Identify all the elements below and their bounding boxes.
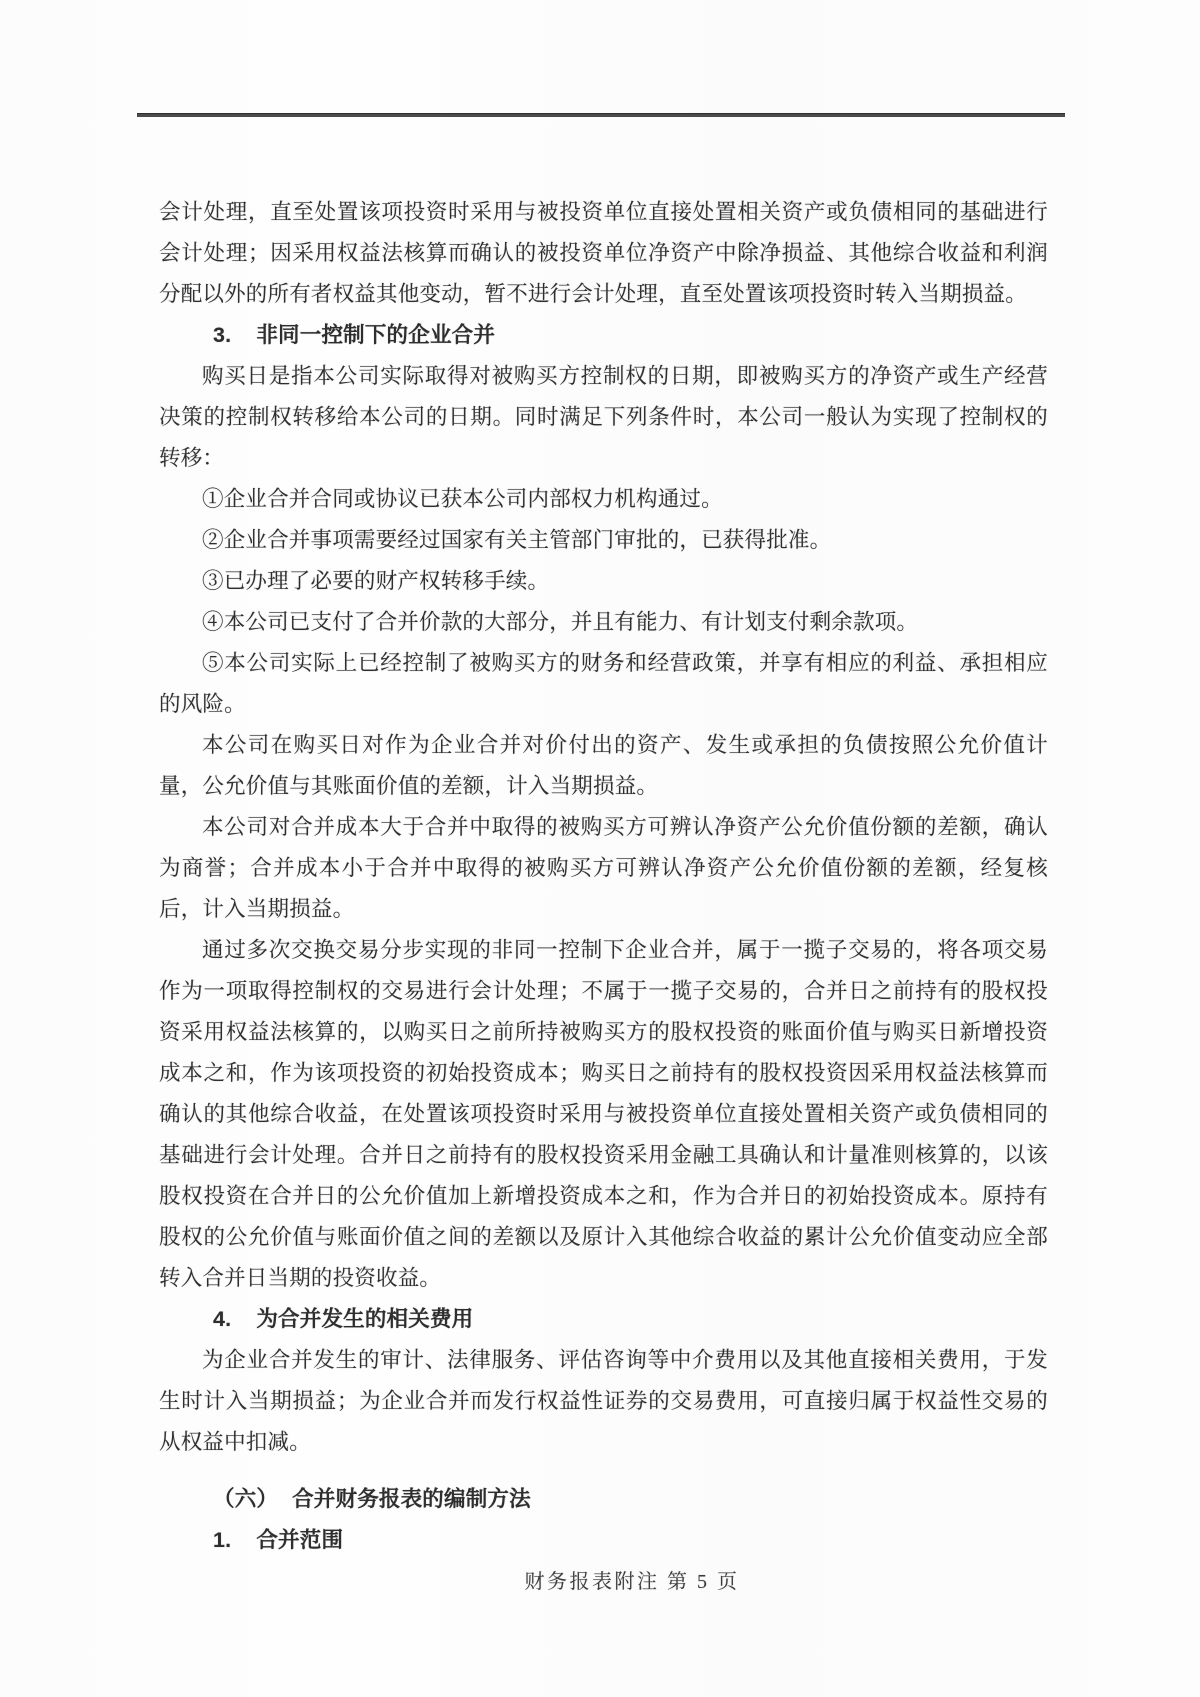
heading-noncommon-control-merger [159,315,1048,356]
paragraph-intermediary-fees: 为企业合并发生的审计、法律服务、评估咨询等中介费用以及其他直接相关费用，于发生时计入当期损益；为企业合并而发行权益性证券的交易费用，可直接归属于权益性交易的从权益中扣减。 [159,1348,1048,1454]
list-item-2: ②企业合并事项需要经过国家有关主管部门审批的，已获得批准。 [202,528,832,552]
header-rule [137,113,1065,117]
paragraph-goodwill: 本公司对合并成本大于合并中取得的被购买方可辨认净资产公允价值份额的差额，确认为商誉；合并成本小于合并中取得的被购买方可辨认净资产公允价值份额的差额，经复核后，计入当期损益。 [159,815,1048,921]
heading-number: 4. [213,1307,232,1331]
list-item-4: ④本公司已支付了合并价款的大部分，并且有能力、有计划支付剩余款项。 [202,610,919,634]
heading-number: 1. [213,1528,232,1552]
document-body [159,192,1048,1561]
paragraph-purchase-date: 购买日是指本公司实际取得对被购买方控制权的日期，即被购买方的净资产或生产经营决策的控制权转移给本公司的日期。同时满足下列条件时，本公司一般认为实现了控制权的转移： [159,364,1048,470]
heading-consolidation-scope [159,1520,1048,1561]
list-item-1: ①企业合并合同或协议已获本公司内部权力机构通过。 [202,487,723,511]
heading-number: 3. [213,323,232,347]
paragraph-step-acquisition: 通过多次交换交易分步实现的非同一控制下企业合并，属于一揽子交易的，将各项交易作为一项取得控制权的交易进行会计处理；不属于一揽子交易的，合并日之前持有的股权投资采用权益法核算的，以购买日之前所持被购买方的股权投资的账面价值与购买日新增投资成本之和，作为该项投资的初始投资成本；购买日之前持有的股权投资因采用权益法核算而确认的其他综合收益，在处置该项投资时采用与被投资单位直接处置相关资产或负债相同的基础进行会计处理。合并日之前持有的股权投资采用金融工具确认和计量准则核算的，以该股权投资在合并日的公允价值加上新增投资成本之和，作为合并日的初始投资成本。原持有股权的公允价值与账面价值之间的差额以及原计入其他综合收益的累计公允价值变动应全部转入合并日当期的投资收益。 [159,938,1048,1290]
heading-title: 为合并发生的相关费用 [256,1307,474,1331]
heading-title: 合并范围 [256,1528,344,1552]
paragraph-continued: 会计处理，直至处置该项投资时采用与被投资单位直接处置相关资产或负债相同的基础进行会计处理；因采用权益法核算而确认的被投资单位净资产中除净损益、其他综合收益和利润分配以外的所有者权益其他变动，暂不进行会计处理，直至处置该项投资时转入当期损益。 [159,200,1048,306]
section-title: 合并财务报表的编制方法 [292,1487,531,1511]
list-item-5: ⑤本公司实际上已经控制了被购买方的财务和经营政策，并享有相应的利益、承担相应的风险。 [159,651,1048,716]
heading-merger-related-costs [159,1299,1048,1340]
paragraph-fair-value-measurement: 本公司在购买日对作为企业合并对价付出的资产、发生或承担的负债按照公允价值计量，公允价值与其账面价值的差额，计入当期损益。 [159,733,1048,798]
section-number: （六） [213,1487,279,1511]
heading-title: 非同一控制下的企业合并 [256,323,496,347]
section-heading-consolidated-statements [159,1479,1048,1520]
list-item-3: ③已办理了必要的财产权转移手续。 [202,569,550,593]
page-footer: 财务报表附注 第 5 页 [524,1571,740,1593]
